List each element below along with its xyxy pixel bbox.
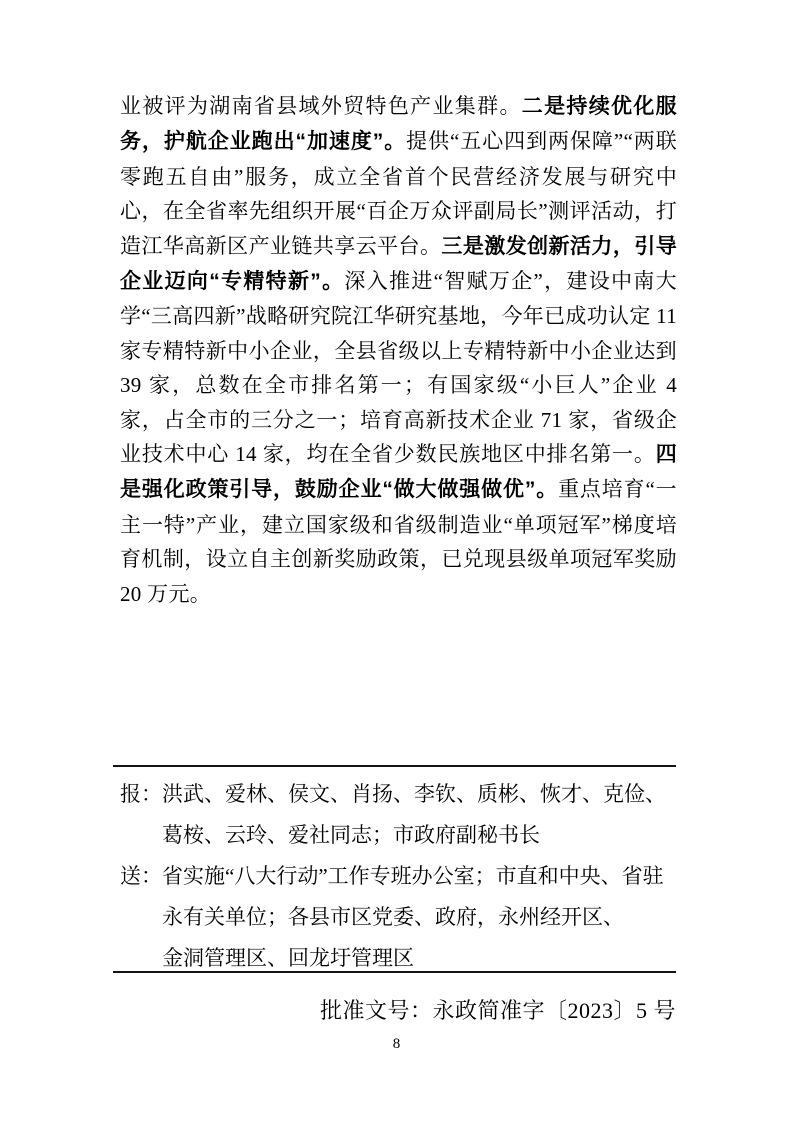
- body-run: 提供“五心四到两保障”“两联零跑五自由”服务，成立全省首个民营经济发展与研究中心，在全省率先组织开展“百企万众评副局长”测评活动，打造江华高新区产业链共享云平台。: [120, 129, 677, 258]
- body-paragraph: [120, 89, 677, 611]
- footer-send-label: 送：: [120, 864, 162, 888]
- footer-send-line: 永有关单位；各县市区党委、政府，永州经开区、: [162, 905, 624, 929]
- approval-number: 批准文号：永政简准字〔2023〕5 号: [319, 998, 676, 1023]
- footer-send-entry: [120, 856, 680, 979]
- body-run-bold: 三是激发创新活力，引导企业迈向“专精特新”。: [120, 234, 677, 294]
- footer-report-line: 葛桉、云玲、爱社同志；市政府副秘书长: [162, 823, 540, 847]
- page-number: 8: [392, 1036, 401, 1052]
- separator-line-bottom: [113, 971, 676, 973]
- footer-report-content: [162, 774, 680, 856]
- body-run: 业被评为湖南省县域外贸特色产业集群。: [120, 94, 522, 118]
- separator-line-top: [113, 765, 676, 767]
- footer-send-line: 省实施“八大行动”工作专班办公室；市直和中央、省驻: [162, 864, 664, 888]
- footer-send-line: 金洞管理区、回龙圩管理区: [162, 946, 414, 970]
- body-run-bold: 四是强化政策引导，鼓励企业“做大做强做优”。: [120, 443, 677, 502]
- footer-report-label: 报：: [120, 782, 162, 806]
- distribution-list: [120, 774, 680, 979]
- body-run: 重点培育“一主一特”产业，建立国家级和省级制造业“单项冠军”梯度培育机制，设立自主创新奖励政策，已兑现县级单项冠军奖励 20 万元。: [120, 477, 677, 606]
- body-run: 深入推进“智赋万企”，建设中南大学“三高四新”战略研究院江华研究基地，今年已成功认定 11 家专精特新中小企业，全县省级以上专精特新中小企业达到 39 家，总数在全市排名第一；有国家级“小巨人”企业 4 家，占全市的三分之一；培育高新技术企业 71 家，省级企业技术中心 14 家，均在全省少数民族地区中排名第一。: [120, 269, 677, 467]
- footer-report-line: 洪武、爱林、侯文、肖扬、李钦、质彬、恢才、克俭、: [162, 782, 666, 806]
- footer-report-entry: [120, 774, 680, 856]
- body-run-bold: 二是持续优化服务，护航企业跑出“加速度”。: [120, 95, 677, 154]
- footer-send-content: [162, 856, 680, 979]
